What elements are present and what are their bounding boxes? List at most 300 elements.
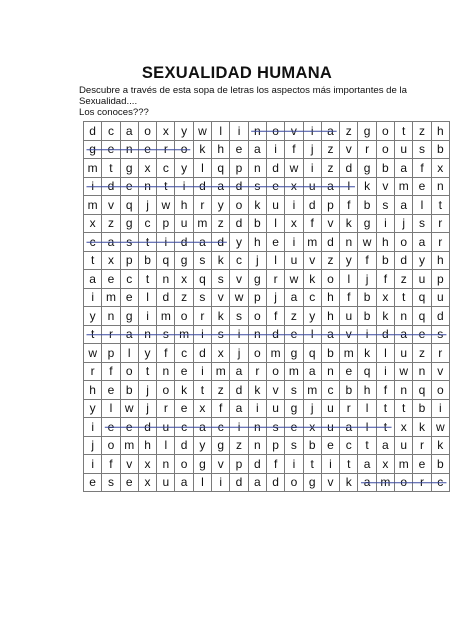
grid-cell: s	[285, 381, 303, 400]
grid-cell: c	[230, 251, 248, 270]
grid-cell: m	[120, 436, 138, 455]
grid-cell: q	[303, 344, 321, 363]
grid-cell: s	[376, 196, 394, 215]
grid-row	[84, 140, 450, 159]
intro-text	[79, 85, 409, 118]
grid-cell: u	[395, 436, 413, 455]
grid-cell: a	[230, 362, 248, 381]
grid-cell: t	[431, 196, 449, 215]
grid-cell: z	[321, 140, 339, 159]
grid-cell: d	[266, 473, 284, 492]
grid-cell: w	[120, 399, 138, 418]
grid-cell: h	[431, 251, 449, 270]
grid-cell: d	[175, 436, 193, 455]
grid-cell: i	[376, 214, 394, 233]
grid-cell: v	[321, 214, 339, 233]
grid-cell: r	[193, 196, 211, 215]
grid-cell: d	[376, 325, 394, 344]
grid-cell: k	[431, 436, 449, 455]
grid-cell: b	[340, 381, 358, 400]
grid-cell: t	[84, 251, 102, 270]
grid-cell: t	[193, 381, 211, 400]
grid-cell: m	[303, 233, 321, 252]
grid-cell: e	[266, 177, 284, 196]
grid-cell: k	[340, 214, 358, 233]
grid-cell: i	[230, 325, 248, 344]
grid-row	[84, 288, 450, 307]
grid-row	[84, 196, 450, 215]
grid-cell: n	[340, 233, 358, 252]
grid-cell: f	[102, 455, 120, 474]
grid-cell: f	[303, 214, 321, 233]
grid-cell: b	[376, 251, 394, 270]
grid-cell: x	[303, 418, 321, 437]
grid-cell: x	[138, 473, 156, 492]
grid-cell: z	[413, 122, 431, 141]
grid-cell: d	[340, 159, 358, 178]
grid-cell: a	[248, 473, 266, 492]
grid-cell: f	[266, 455, 284, 474]
grid-cell: n	[120, 140, 138, 159]
grid-cell: g	[358, 214, 376, 233]
grid-cell: b	[321, 344, 339, 363]
grid-cell: v	[120, 455, 138, 474]
grid-cell: p	[120, 251, 138, 270]
grid-cell: z	[102, 214, 120, 233]
grid-cell: w	[230, 288, 248, 307]
grid-cell: n	[395, 381, 413, 400]
grid-cell: m	[285, 362, 303, 381]
grid-cell: q	[157, 251, 175, 270]
grid-cell: m	[102, 288, 120, 307]
grid-cell: d	[193, 177, 211, 196]
grid-cell: l	[358, 399, 376, 418]
grid-cell: i	[157, 233, 175, 252]
grid-cell: b	[248, 214, 266, 233]
grid-cell: h	[138, 436, 156, 455]
grid-cell: t	[376, 399, 394, 418]
grid-cell: o	[431, 381, 449, 400]
grid-cell: s	[102, 473, 120, 492]
grid-cell: u	[303, 177, 321, 196]
grid-cell: a	[120, 325, 138, 344]
grid-cell: v	[285, 122, 303, 141]
grid-cell: a	[102, 233, 120, 252]
grid-cell: l	[157, 436, 175, 455]
grid-cell: a	[193, 418, 211, 437]
grid-row	[84, 381, 450, 400]
grid-cell: x	[138, 455, 156, 474]
grid-cell: l	[266, 251, 284, 270]
grid-cell: e	[285, 325, 303, 344]
grid-cell: g	[193, 455, 211, 474]
grid-cell: y	[413, 251, 431, 270]
grid-cell: k	[413, 418, 431, 437]
grid-cell: o	[175, 140, 193, 159]
grid-cell: g	[212, 436, 230, 455]
grid-cell: q	[120, 196, 138, 215]
grid-cell: q	[413, 381, 431, 400]
grid-cell: m	[212, 362, 230, 381]
grid-cell: j	[84, 436, 102, 455]
grid-cell: p	[230, 159, 248, 178]
grid-cell: z	[395, 270, 413, 289]
grid-cell: i	[84, 418, 102, 437]
grid-cell: m	[84, 196, 102, 215]
grid-cell: l	[413, 196, 431, 215]
grid-cell: v	[340, 325, 358, 344]
grid-cell: j	[138, 196, 156, 215]
grid-cell: c	[120, 270, 138, 289]
grid-cell: x	[175, 270, 193, 289]
grid-cell: e	[138, 140, 156, 159]
grid-cell: a	[303, 362, 321, 381]
grid-cell: h	[84, 381, 102, 400]
grid-cell: m	[395, 177, 413, 196]
grid-cell: t	[395, 288, 413, 307]
grid-cell: d	[230, 214, 248, 233]
grid-cell: g	[303, 473, 321, 492]
grid-cell: e	[102, 381, 120, 400]
grid-cell: v	[431, 362, 449, 381]
grid-cell: l	[193, 473, 211, 492]
grid-cell: b	[358, 307, 376, 326]
grid-cell: k	[303, 270, 321, 289]
grid-cell: d	[157, 288, 175, 307]
grid-cell: u	[321, 418, 339, 437]
grid-cell: b	[413, 399, 431, 418]
grid-cell: d	[138, 418, 156, 437]
grid-cell: z	[212, 214, 230, 233]
intro-line: Los conoces???	[79, 107, 149, 118]
grid-cell: e	[175, 399, 193, 418]
grid-cell: j	[303, 399, 321, 418]
grid-cell: e	[120, 288, 138, 307]
grid-cell: x	[84, 214, 102, 233]
grid-cell: n	[138, 177, 156, 196]
grid-cell: w	[285, 159, 303, 178]
grid-cell: o	[321, 270, 339, 289]
grid-cell: u	[395, 140, 413, 159]
grid-cell: c	[340, 436, 358, 455]
grid-cell: i	[84, 177, 102, 196]
grid-cell: a	[358, 455, 376, 474]
grid-cell: x	[376, 455, 394, 474]
grid-row	[84, 436, 450, 455]
grid-cell: e	[230, 140, 248, 159]
grid-cell: t	[395, 399, 413, 418]
grid-cell: e	[285, 418, 303, 437]
grid-cell: j	[266, 288, 284, 307]
grid-cell: n	[157, 270, 175, 289]
grid-cell: a	[248, 140, 266, 159]
grid-cell: d	[431, 307, 449, 326]
grid-cell: e	[413, 455, 431, 474]
grid-row	[84, 122, 450, 141]
grid-cell: i	[175, 177, 193, 196]
grid-cell: t	[157, 177, 175, 196]
grid-cell: z	[285, 307, 303, 326]
grid-row	[84, 455, 450, 474]
grid-cell: j	[248, 251, 266, 270]
grid-cell: r	[266, 270, 284, 289]
grid-cell: d	[266, 159, 284, 178]
grid-cell: y	[175, 122, 193, 141]
grid-cell: s	[285, 436, 303, 455]
grid-cell: h	[248, 233, 266, 252]
grid-cell: f	[340, 196, 358, 215]
grid-cell: l	[340, 270, 358, 289]
grid-cell: d	[266, 325, 284, 344]
grid-cell: p	[431, 270, 449, 289]
grid-cell: a	[376, 436, 394, 455]
grid-cell: g	[358, 122, 376, 141]
grid-cell: x	[285, 177, 303, 196]
grid-cell: v	[340, 140, 358, 159]
grid-cell: w	[358, 233, 376, 252]
grid-cell: f	[266, 307, 284, 326]
grid-cell: s	[120, 233, 138, 252]
grid-cell: u	[431, 288, 449, 307]
grid-cell: k	[248, 381, 266, 400]
grid-cell: u	[285, 251, 303, 270]
grid-cell: w	[395, 362, 413, 381]
grid-cell: m	[340, 344, 358, 363]
grid-cell: a	[212, 177, 230, 196]
grid-cell: u	[157, 473, 175, 492]
grid-cell: r	[248, 362, 266, 381]
grid-cell: f	[376, 381, 394, 400]
grid-cell: p	[321, 196, 339, 215]
grid-cell: x	[285, 214, 303, 233]
grid-cell: l	[340, 177, 358, 196]
grid-cell: f	[212, 399, 230, 418]
grid-cell: m	[376, 473, 394, 492]
grid-cell: c	[175, 418, 193, 437]
grid-cell: b	[358, 196, 376, 215]
grid-cell: l	[102, 399, 120, 418]
grid-cell: t	[138, 270, 156, 289]
grid-cell: k	[358, 344, 376, 363]
grid-cell: c	[175, 344, 193, 363]
grid-cell: e	[102, 270, 120, 289]
grid-cell: b	[303, 436, 321, 455]
grid-cell: s	[266, 418, 284, 437]
grid-cell: r	[157, 399, 175, 418]
grid-cell: g	[285, 344, 303, 363]
grid-cell: z	[175, 288, 193, 307]
grid-cell: a	[175, 473, 193, 492]
grid-cell: e	[84, 473, 102, 492]
grid-cell: b	[138, 251, 156, 270]
grid-cell: c	[321, 381, 339, 400]
grid-cell: b	[431, 140, 449, 159]
grid-cell: c	[431, 473, 449, 492]
grid-cell: x	[138, 159, 156, 178]
grid-cell: o	[138, 122, 156, 141]
grid-cell: o	[266, 122, 284, 141]
grid-cell: h	[321, 307, 339, 326]
grid-cell: b	[376, 159, 394, 178]
grid-cell: x	[431, 159, 449, 178]
grid-cell: y	[84, 307, 102, 326]
grid-cell: i	[84, 288, 102, 307]
grid-cell: u	[266, 399, 284, 418]
grid-cell: n	[157, 362, 175, 381]
grid-cell: i	[285, 196, 303, 215]
grid-cell: q	[358, 362, 376, 381]
grid-cell: d	[303, 196, 321, 215]
grid-row	[84, 362, 450, 381]
grid-cell: r	[157, 140, 175, 159]
grid-cell: v	[212, 288, 230, 307]
grid-cell: l	[193, 159, 211, 178]
grid-cell: d	[321, 233, 339, 252]
grid-cell: t	[358, 436, 376, 455]
intro-line: Descubre a través de esta sopa de letras los aspectos más importantes de la	[79, 85, 407, 96]
grid-cell: d	[193, 344, 211, 363]
grid-cell: n	[248, 436, 266, 455]
grid-cell: t	[102, 159, 120, 178]
grid-cell: i	[138, 307, 156, 326]
grid-cell: y	[303, 307, 321, 326]
grid-cell: b	[120, 381, 138, 400]
grid-cell: v	[376, 177, 394, 196]
grid-cell: r	[413, 436, 431, 455]
grid-cell: t	[303, 455, 321, 474]
grid-cell: a	[230, 399, 248, 418]
grid-cell: o	[248, 307, 266, 326]
grid-cell: u	[157, 418, 175, 437]
grid-row	[84, 270, 450, 289]
grid-cell: o	[285, 473, 303, 492]
grid-row	[84, 307, 450, 326]
grid-cell: d	[212, 233, 230, 252]
grid-cell: e	[102, 418, 120, 437]
grid-cell: e	[120, 418, 138, 437]
grid-row	[84, 325, 450, 344]
grid-cell: y	[84, 399, 102, 418]
grid-cell: o	[175, 455, 193, 474]
grid-cell: s	[212, 325, 230, 344]
grid-cell: c	[84, 233, 102, 252]
grid-cell: e	[413, 177, 431, 196]
grid-cell: m	[395, 455, 413, 474]
grid-cell: z	[340, 122, 358, 141]
grid-cell: x	[376, 288, 394, 307]
grid-cell: i	[212, 473, 230, 492]
grid-cell: l	[212, 122, 230, 141]
grid-cell: o	[175, 307, 193, 326]
grid-row	[84, 399, 450, 418]
grid-cell: g	[84, 140, 102, 159]
grid-cell: x	[193, 399, 211, 418]
grid-cell: i	[321, 455, 339, 474]
grid-cell: r	[340, 399, 358, 418]
grid-cell: r	[193, 307, 211, 326]
grid-cell: y	[340, 251, 358, 270]
grid-cell: n	[431, 177, 449, 196]
grid-cell: p	[102, 344, 120, 363]
grid-cell: w	[157, 196, 175, 215]
grid-cell: l	[120, 344, 138, 363]
grid-cell: i	[266, 140, 284, 159]
grid-cell: b	[431, 455, 449, 474]
grid-cell: v	[230, 270, 248, 289]
grid-cell: u	[340, 307, 358, 326]
grid-cell: u	[413, 270, 431, 289]
grid-cell: c	[102, 122, 120, 141]
grid-cell: i	[303, 159, 321, 178]
grid-cell: n	[248, 325, 266, 344]
grid-cell: v	[212, 455, 230, 474]
grid-cell: i	[193, 362, 211, 381]
grid-cell: t	[340, 455, 358, 474]
grid-cell: k	[376, 307, 394, 326]
grid-cell: r	[431, 214, 449, 233]
grid-cell: a	[413, 233, 431, 252]
grid-cell: a	[395, 325, 413, 344]
grid-cell: g	[248, 270, 266, 289]
grid-cell: a	[340, 418, 358, 437]
grid-cell: t	[84, 325, 102, 344]
grid-cell: k	[212, 251, 230, 270]
grid-cell: c	[303, 288, 321, 307]
grid-cell: f	[358, 251, 376, 270]
grid-cell: l	[358, 418, 376, 437]
grid-cell: j	[138, 399, 156, 418]
grid-cell: p	[266, 436, 284, 455]
grid-cell: r	[431, 233, 449, 252]
grid-cell: u	[266, 196, 284, 215]
grid-row	[84, 177, 450, 196]
grid-cell: x	[395, 418, 413, 437]
grid-cell: j	[138, 381, 156, 400]
grid-cell: w	[84, 344, 102, 363]
grid-cell: j	[395, 214, 413, 233]
grid-cell: z	[413, 344, 431, 363]
grid-cell: z	[321, 251, 339, 270]
grid-cell: f	[340, 288, 358, 307]
grid-cell: e	[413, 325, 431, 344]
grid-cell: m	[175, 325, 193, 344]
grid-cell: l	[266, 214, 284, 233]
grid-cell: g	[358, 159, 376, 178]
grid-cell: t	[376, 418, 394, 437]
grid-cell: m	[193, 214, 211, 233]
grid-cell: m	[303, 381, 321, 400]
grid-cell: t	[138, 233, 156, 252]
grid-cell: g	[175, 251, 193, 270]
grid-cell: o	[102, 436, 120, 455]
grid-cell: h	[175, 196, 193, 215]
grid-cell: n	[102, 307, 120, 326]
grid-cell: y	[138, 344, 156, 363]
grid-cell: w	[193, 122, 211, 141]
grid-cell: r	[413, 473, 431, 492]
grid-cell: a	[395, 159, 413, 178]
grid-cell: k	[212, 307, 230, 326]
grid-cell: k	[248, 196, 266, 215]
grid-cell: v	[266, 381, 284, 400]
grid-cell: s	[193, 288, 211, 307]
grid-cell: m	[84, 159, 102, 178]
grid-cell: d	[248, 455, 266, 474]
grid-cell: r	[431, 344, 449, 363]
grid-cell: s	[230, 307, 248, 326]
grid-cell: w	[431, 418, 449, 437]
grid-cell: y	[212, 196, 230, 215]
